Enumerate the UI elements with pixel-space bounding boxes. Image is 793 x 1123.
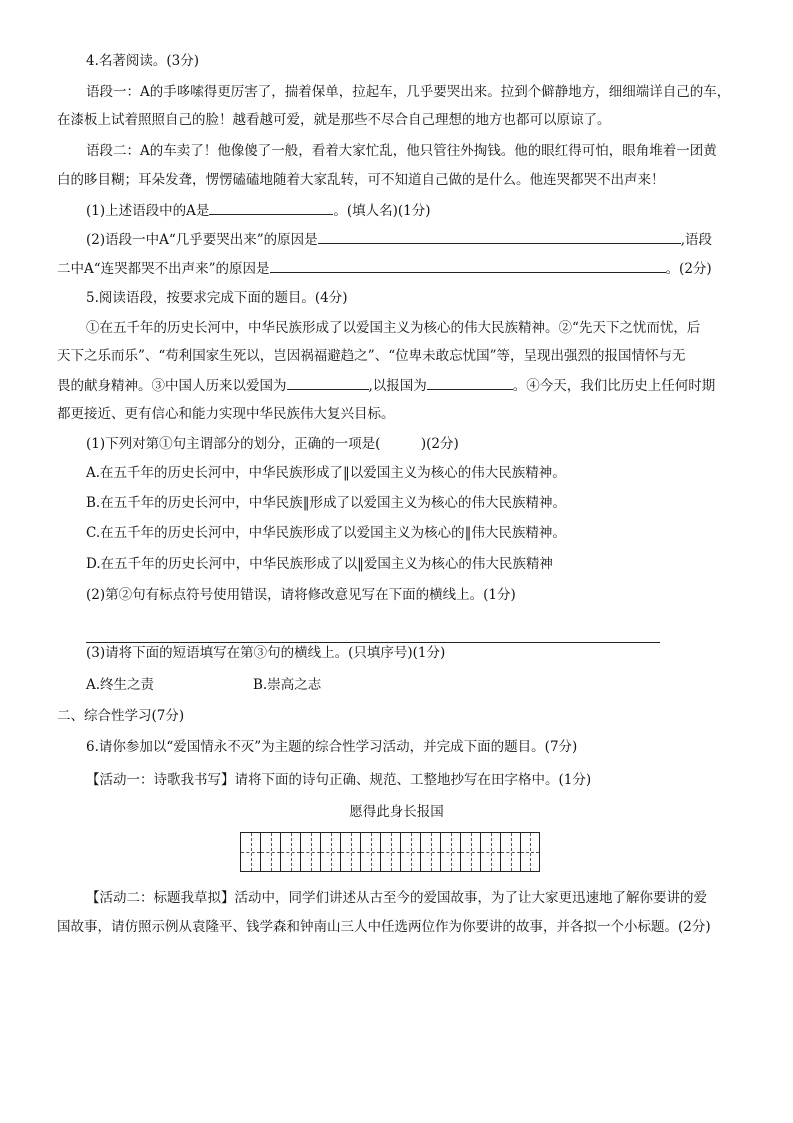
q5-option-b[interactable]: B.在五千年的历史长河中，中华民族‖形成了以爱国主义为核心的伟大民族精神。 <box>86 495 566 511</box>
q5-passage-line3-a: 畏的献身精神。③中国人历来以爱国为 <box>57 378 287 394</box>
q5-choice-b: B.崇高之志 <box>253 677 322 693</box>
activity1-instruction: 【活动一：诗歌我书写】请将下面的诗句正确、规范、工整地抄写在田字格中。(1分) <box>86 772 592 788</box>
q5-fill-blank-1[interactable] <box>287 375 369 390</box>
q4-sub1-answer-blank[interactable] <box>209 200 333 215</box>
poem-line: 愿得此身长报国 <box>349 804 444 820</box>
q5-fill-blank-2[interactable] <box>427 375 513 390</box>
q5-option-d[interactable]: D.在五千年的历史长河中，中华民族形成了以‖爱国主义为核心的伟大民族精神 <box>86 556 553 572</box>
q4-sub1 <box>86 200 431 221</box>
q4-sub2b-suffix: 。(2分) <box>665 261 712 277</box>
tianzige-cell[interactable] <box>300 832 320 872</box>
tianzige-cell[interactable] <box>500 832 520 872</box>
q5-title: 5.阅读语段，按要求完成下面的题目。(4分) <box>86 290 348 306</box>
q5-passage-line3 <box>57 375 715 396</box>
q5-option-a[interactable]: A.在五千年的历史长河中，中华民族形成了‖以爱国主义为核心的伟大民族精神。 <box>86 465 566 481</box>
q5-sub2: (2)第②句有标点符号使用错误，请将修改意见写在下面的横线上。(1分) <box>86 587 516 603</box>
tianzige-cell[interactable] <box>340 832 360 872</box>
tianzige-cell[interactable] <box>400 832 420 872</box>
tianzige-cell[interactable] <box>320 832 340 872</box>
q4-sub2b-prompt: 二中A“连哭都哭不出声来”的原因是 <box>57 261 270 277</box>
q5-option-c[interactable]: C.在五千年的历史长河中，中华民族形成了以爱国主义为核心的‖伟大民族精神。 <box>86 525 566 541</box>
tianzige-cell[interactable] <box>420 832 440 872</box>
q4-passage2-line2: 白的眵目糊；耳朵发聋，愣愣磕磕地随着大家乱转，可不知道自己做的是什么。他连哭都哭不出声来！ <box>57 172 665 188</box>
q4-sub2-prompt: (2)语段一中A“几乎要哭出来”的原因是 <box>86 232 318 248</box>
q4-sub2-answer-blank-2[interactable] <box>270 258 666 273</box>
tianzige-cell[interactable] <box>380 832 400 872</box>
q5-passage-line4: 都更接近、更有信心和能力实现中华民族伟大复兴目标。 <box>57 406 395 422</box>
tianzige-cell[interactable] <box>460 832 480 872</box>
section2-title: 二、综合性学习(7分) <box>57 708 185 724</box>
q4-passage1-line1: 语段一：A的手哆嗦得更厉害了，揣着保单，拉起车，几乎要哭出来。拉到个僻静地方，细细端详自己的车， <box>86 84 731 100</box>
q5-passage-line3-b: ,以报国为 <box>368 378 427 394</box>
tianzige-cell[interactable] <box>260 832 280 872</box>
tianzige-cell[interactable] <box>520 832 540 872</box>
tianzige-grid <box>240 832 540 872</box>
activity2-line1: 【活动二：标题我草拟】活动中，同学们讲述从古至今的爱国故事，为了让大家更迅速地了解你要讲的爱 <box>86 890 707 906</box>
q4-sub1-suffix: 。(填人名)(1分) <box>333 203 431 219</box>
tianzige-cell[interactable] <box>360 832 380 872</box>
q4-passage1-line2: 在漆板上试着照照自己的脸！越看越可爱，就是那些不尽合自己理想的地方也都可以原谅了。 <box>57 112 611 128</box>
tianzige-cell[interactable] <box>280 832 300 872</box>
tianzige-cell[interactable] <box>440 832 460 872</box>
q4-sub2-answer-blank-1[interactable] <box>318 229 681 244</box>
q4-passage2-line1: 语段二：A的车卖了！他像傻了一般，看着大家忙乱，他只管往外掏钱。他的眼红得可怕，眼角堆着一团黄 <box>86 143 717 159</box>
q4-title: 4.名著阅读。(3分) <box>86 53 200 69</box>
q5-sub3: (3)请将下面的短语填写在第③句的横线上。(只填序号)(1分) <box>86 645 446 661</box>
q5-passage-line2: 天下之乐而乐”、“苟利国家生死以，岂因祸福避趋之”、“位卑未敢忘忧国”等，呈现出强烈的报国情怀与无 <box>57 348 686 364</box>
q5-choice-a: A.终生之责 <box>86 677 155 693</box>
q4-sub1-prompt: (1)上述语段中的A是 <box>86 203 210 219</box>
q5-passage-line3-c: 。④今天，我们比历史上任何时期 <box>512 378 716 394</box>
q6-prompt: 6.请你参加以“爱国情永不灭”为主题的综合性学习活动，并完成下面的题目。(7分) <box>86 739 578 755</box>
q4-sub2-mid: ,语段 <box>680 232 712 248</box>
tianzige-cell[interactable] <box>240 832 260 872</box>
q4-sub2b <box>57 258 712 279</box>
q5-sub1: (1)下列对第①句主谓部分的划分，正确的一项是( )(2分) <box>86 436 459 452</box>
q4-sub2 <box>86 229 712 250</box>
q5-passage-line1: ①在五千年的历史长河中，中华民族形成了以爱国主义为核心的伟大民族精神。②“先天下之忧而忧，后 <box>86 320 701 336</box>
tianzige-cell[interactable] <box>480 832 500 872</box>
activity2-line2: 国故事，请仿照示例从袁隆平、钱学森和钟南山三人中任选两位作为你要讲的故事，并各拟一个小标题。(2分) <box>57 919 711 935</box>
